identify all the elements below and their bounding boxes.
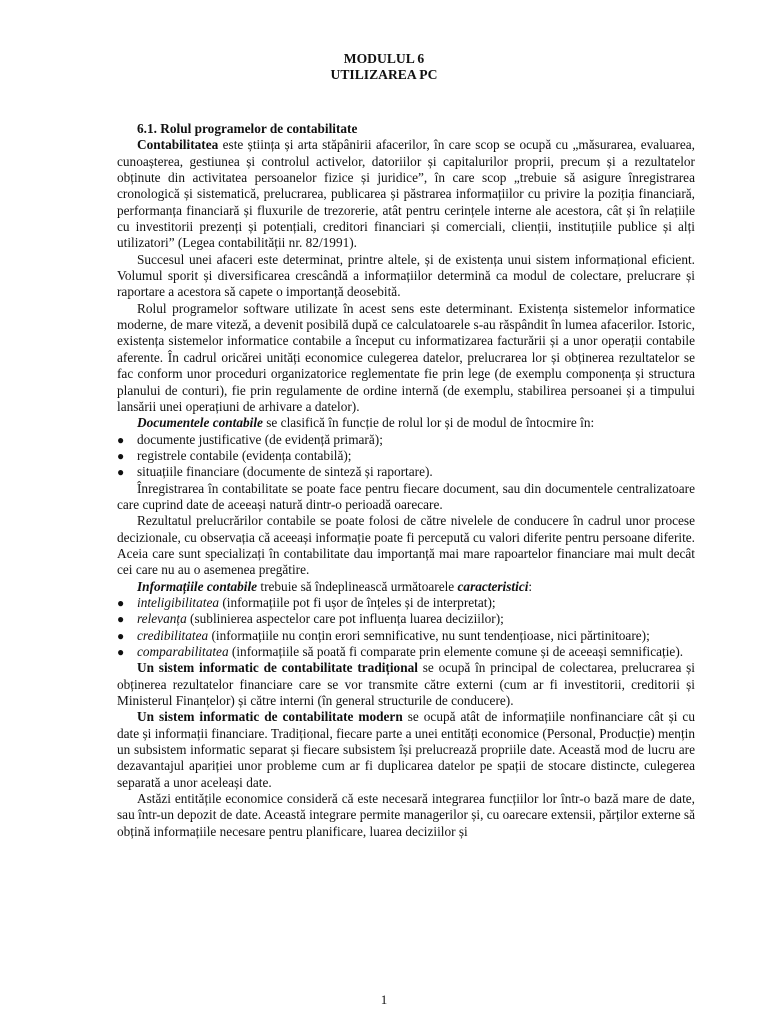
term-caracteristici: caracteristici bbox=[457, 578, 529, 594]
term-modern-system: Un sistem informatic de contabilitate modern bbox=[137, 709, 403, 725]
paragraph-modern-system bbox=[117, 709, 695, 791]
list-item-term: comparabilitatea bbox=[137, 644, 229, 659]
list-item-term: relevanța bbox=[137, 611, 187, 627]
module-title: UTILIZAREA PC bbox=[330, 67, 438, 82]
paragraph-text: este știința și arta stăpânirii afacerilor, în care scop se ocupă cu „măsurarea, evaluarea, cunoașterea, gestiunea și controlul activelor, datoriilor și capitalurilor proprii, precum și a rezultatelor obținute din activitatea persoanelor fizice și juridice”, în care scop „trebuie să asigure înregistrarea cronologică și sistematică, prelucrarea, publicarea și păstrarea informațiilor cu privire la poziția financiară, performanța financiară și fluxurile de trezorerie, atât pentru cerințele interne ale acestora, cât și în relațiile cu investitorii prezenți și potențiali, creditori financiari și comerciali, clienții, instituțiile publice și alți utilizatori” (Legea contabilității nr. 82/1991). bbox=[117, 137, 695, 251]
list-item bbox=[117, 644, 695, 660]
paragraph-text: se clasifică în funcție de rolul lor și de modul de întocmire în: bbox=[262, 415, 595, 431]
term-informatiile-contabile: Informațiile contabile bbox=[137, 578, 258, 594]
paragraph-text: se ocupă atât de informațiile nonfinanciare cât și cu date și informații financiare. Tradițional, fiecare parte a unei entități economice (Personal, Producție) mențin un subsistem informatic separat și fiecare subsistem își prelucrează propriile date. Această mod de lucru are dezavantajul apariției unor probleme cum ar fi duplicarea datelor pe spații de stocare distincte, culegerea separată a unor aceleași date. bbox=[117, 709, 695, 790]
paragraph-traditional-system bbox=[117, 660, 695, 709]
term-contabilitatea: Contabilitatea bbox=[137, 137, 219, 153]
list-item bbox=[117, 611, 695, 627]
bullet-icon: ● bbox=[117, 612, 125, 627]
bullet-icon: ● bbox=[117, 432, 125, 447]
bullet-icon: ● bbox=[117, 448, 125, 463]
documents-list bbox=[117, 432, 695, 481]
paragraph-business-success: Succesul unei afaceri este determinat, printre altele, și de existența unui sistem informațional eficient. Volumul sporit și diversificarea crescândă a informațiilor determină ca modul de colectare, prelucrare și raportare a acestora să capete o importanță deosebită. bbox=[117, 251, 695, 300]
module-heading: MODULUL 6 bbox=[343, 51, 425, 66]
paragraph-text: trebuie să îndeplinească următoarele bbox=[257, 578, 458, 594]
list-item-text: registrele contabile (evidența contabilă); bbox=[137, 447, 352, 463]
term-documentele-contabile: Documentele contabile bbox=[137, 415, 263, 431]
list-item-text: situațiile financiare (documente de sinteză și raportare). bbox=[137, 464, 433, 480]
paragraph-accounting-definition bbox=[117, 137, 695, 251]
bullet-icon: ● bbox=[117, 628, 125, 643]
list-item-text: (informațiile pot fi ușor de înțeles și de interpretat); bbox=[219, 594, 496, 610]
paragraph-text: se ocupă în principal de colectarea, prelucrarea și obținerea rezultatelor financiare care se vor transmite către externi (cum ar fi investitorii, creditorii și Ministerul Finanțelor) și către interni (în general structurile de conducere). bbox=[117, 660, 695, 709]
page-number: 1 bbox=[380, 992, 388, 1007]
bullet-icon: ● bbox=[117, 645, 125, 659]
list-item bbox=[117, 464, 695, 480]
characteristics-list bbox=[117, 595, 695, 660]
list-item-term: credibilitatea bbox=[137, 627, 209, 643]
list-item-term: inteligibilitatea bbox=[137, 594, 219, 610]
paragraph-integration: Astăzi entitățile economice consideră că este necesară integrarea funcțiilor lor într-o bază mare de date, sau într-un depozit de date. Această integrare permite managerilor și, cu oarecare extensii, părților externe să obțină informațiile necesare pentru planificare, luarea deciziilor și bbox=[117, 791, 695, 839]
document-body bbox=[117, 121, 695, 840]
section-heading: 6.1. Rolul programelor de contabilitate bbox=[137, 121, 358, 136]
bullet-icon: ● bbox=[117, 465, 125, 480]
list-item-text: (sublinierea aspectelor care pot influența luarea deciziilor); bbox=[186, 611, 504, 627]
term-traditional-system: Un sistem informatic de contabilitate tradițional bbox=[137, 660, 418, 676]
paragraph-results-usage: Rezultatul prelucrărilor contabile se poate folosi de către nivelele de conducere în cadrul unor procese decizionale, cu observația că aceeași informație poate fi percepută cu valori diferite pentru persoane diferite. Aceia care sunt specializați în contabilitate dau importanță mai mare rapoartelor financiare mai mult decât cei care nu au o asemenea pregătire. bbox=[117, 513, 695, 578]
paragraph-software-role: Rolul programelor software utilizate în acest sens este determinant. Existența sistemelor informatice moderne, de mare viteză, a devenit posibilă după ce calculatoarele s-au răspândit în lumea afacerilor. Istoric, existența sistemelor informatice contabile a început cu informatizarea facturării și a unor operații contabile aferente. În cadrul oricărei unități economice culegerea datelor, prelucrarea lor și obținerea rezultatelor se fac conform unor proceduri organizatorice reglementate fie prin lege (de exemplu componența și structura planului de conturi), fie prin regulamente de ordine internă (de exemplu, stabilirea persoanei și a timpului lansării unei operațiuni de arhivare a datelor). bbox=[117, 300, 695, 414]
list-item-text: documente justificative (de evidență primară); bbox=[137, 431, 383, 447]
paragraph-documents-intro bbox=[117, 415, 695, 431]
list-item-text: (informațiile nu conțin erori semnificative, nu sunt tendențioase, nici părtinitoare); bbox=[208, 627, 650, 643]
paragraph-characteristics-intro bbox=[117, 579, 695, 595]
list-item bbox=[117, 595, 695, 611]
list-item bbox=[117, 432, 695, 448]
paragraph-recording: Înregistrarea în contabilitate se poate face pentru fiecare document, sau din documentele centralizatoare care cuprind date de aceeași natură dintr-o perioadă oarecare. bbox=[117, 480, 695, 512]
paragraph-text: : bbox=[528, 578, 533, 594]
bullet-icon: ● bbox=[117, 595, 125, 610]
list-item-text: (informațiile să poată fi comparate prin elemente comune și de aceeași semnificație). bbox=[228, 644, 684, 659]
list-item bbox=[117, 628, 695, 644]
list-item bbox=[117, 448, 695, 464]
